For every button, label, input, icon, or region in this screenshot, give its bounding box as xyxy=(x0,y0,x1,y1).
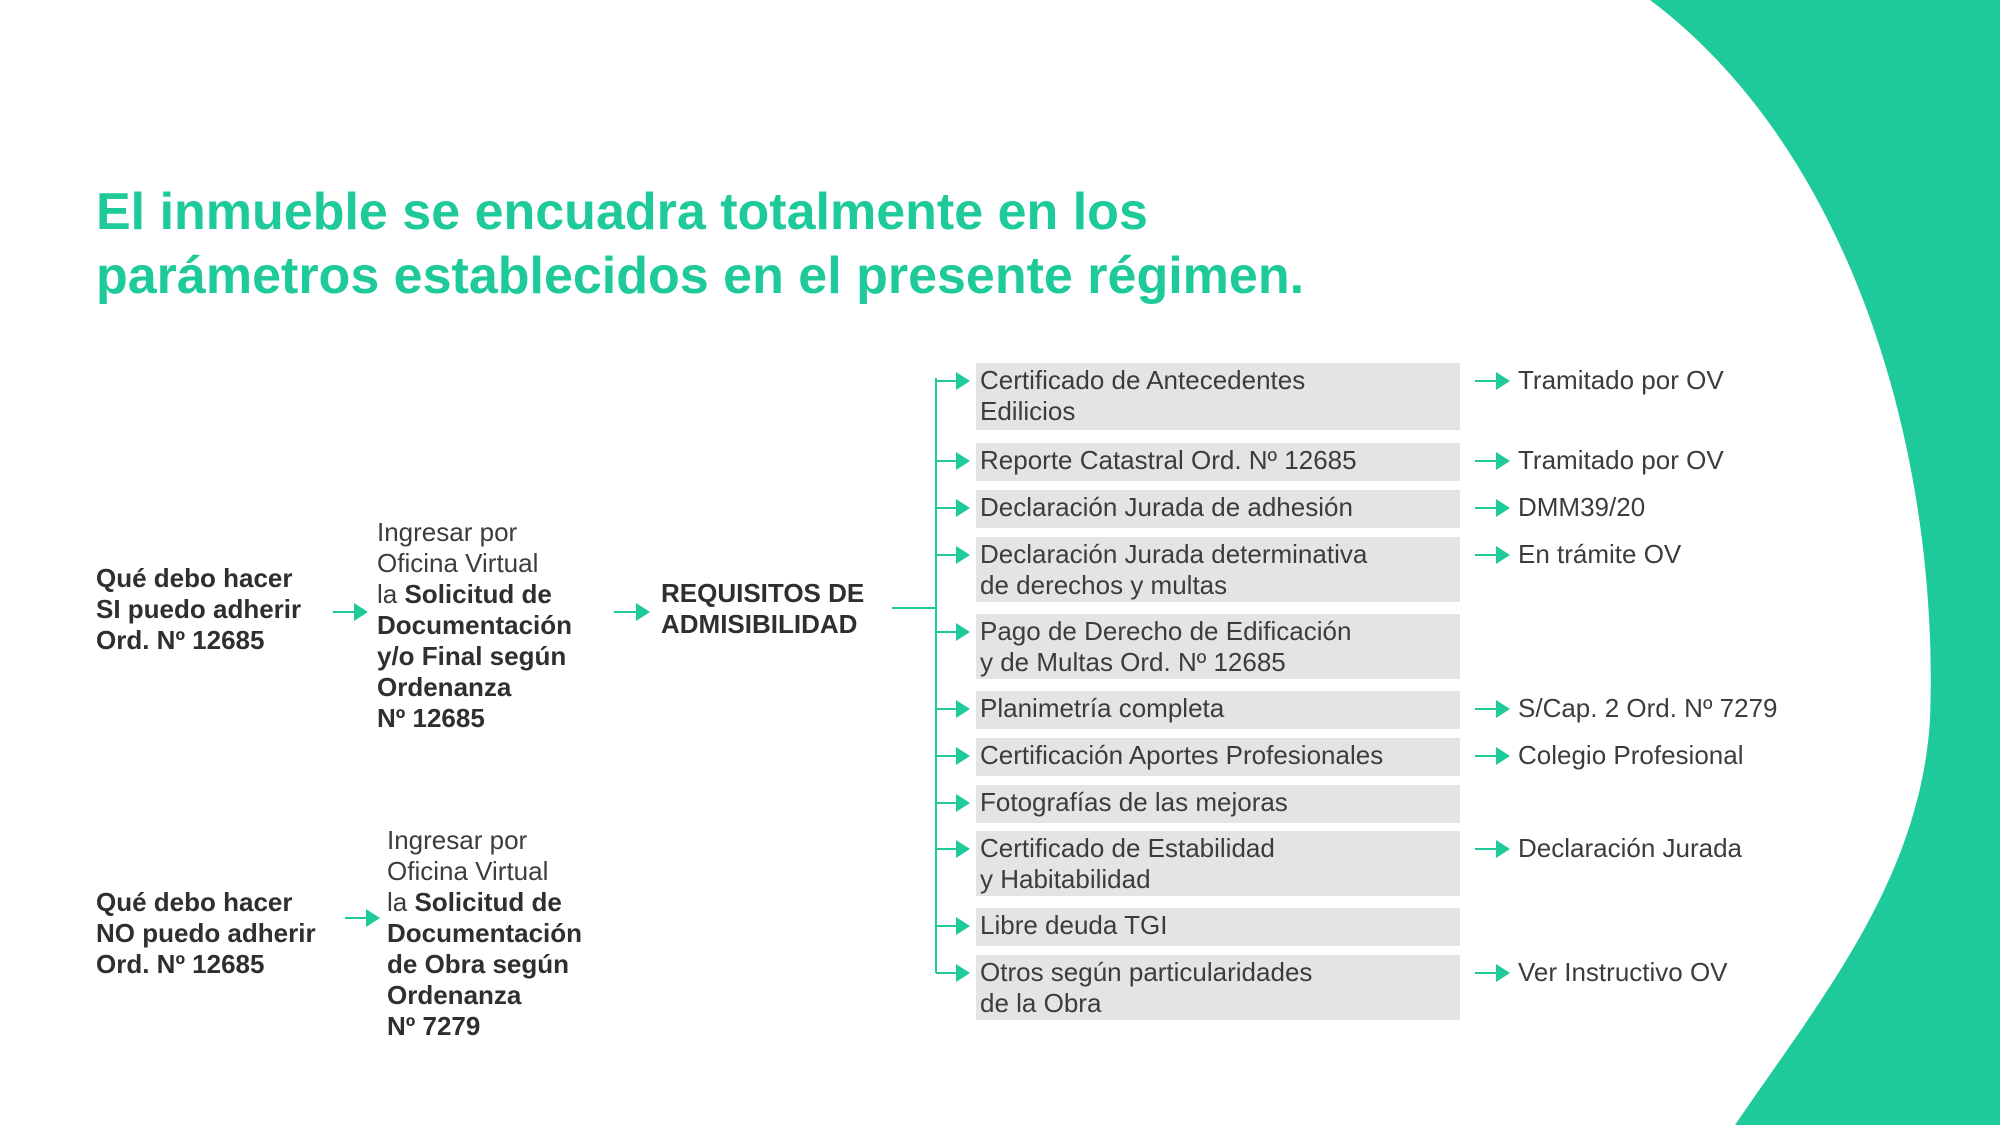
requirement-text: Otros según particularidades xyxy=(980,957,1313,987)
arrow-to-note-icon xyxy=(1496,452,1510,470)
question-si-line: SI puedo adherir xyxy=(96,594,302,624)
arrow-to-note-icon xyxy=(1496,964,1510,982)
requirement-note: En trámite OV xyxy=(1518,539,1682,569)
arrow-to-note-icon xyxy=(1496,840,1510,858)
step-si-line: Ingresar por xyxy=(377,517,518,547)
step-si-line-bold: Nº 12685 xyxy=(377,703,485,733)
step-si-line-bold: y/o Final según xyxy=(377,641,567,671)
requirement-box xyxy=(976,955,1460,1020)
step-si-line-bold: Solicitud de xyxy=(404,579,552,609)
step-no-line-bold: Nº 7279 xyxy=(387,1011,481,1041)
arrow-to-requirement-icon xyxy=(956,794,970,812)
requirement-box xyxy=(976,831,1460,896)
step-no-line-bold: de Obra según xyxy=(387,949,570,979)
arrow-to-requirement-icon xyxy=(956,372,970,390)
arrow-to-requirement-icon xyxy=(956,546,970,564)
question-si-line: Ord. Nº 12685 xyxy=(96,625,265,655)
question-no-line: Ord. Nº 12685 xyxy=(96,949,265,979)
arrow-to-requirement-icon xyxy=(956,747,970,765)
requirement-text: Fotografías de las mejoras xyxy=(980,787,1288,817)
requirement-box xyxy=(976,691,1460,729)
arrow-to-requirement-icon xyxy=(956,700,970,718)
requirement-note: Declaración Jurada xyxy=(1518,833,1743,863)
arrow-to-note-icon xyxy=(1496,747,1510,765)
requisitos-line: REQUISITOS DE xyxy=(661,578,865,608)
requirement-box xyxy=(976,443,1460,481)
arrow-step-to-requisitos-icon xyxy=(636,603,650,621)
requirement-box xyxy=(976,537,1460,602)
requirement-text: Certificado de Antecedentes xyxy=(980,365,1306,395)
arrow-to-note-icon xyxy=(1496,546,1510,564)
requirement-text: Planimetría completa xyxy=(980,693,1225,723)
arrow-to-note-icon xyxy=(1496,372,1510,390)
requirement-note: Tramitado por OV xyxy=(1518,445,1724,475)
title-line-1: El inmueble se encuadra totalmente en los xyxy=(96,183,1148,241)
arrow-to-requirement-icon xyxy=(956,840,970,858)
requirement-text: de derechos y multas xyxy=(980,570,1228,600)
requirement-note: S/Cap. 2 Ord. Nº 7279 xyxy=(1518,693,1778,723)
step-no-line: Oficina Virtual xyxy=(387,856,549,886)
requirement-text: de la Obra xyxy=(980,988,1102,1018)
step-si-line-bold: Documentación xyxy=(377,610,573,640)
step-no-line-bold: Ordenanza xyxy=(387,980,522,1010)
requirement-text: Reporte Catastral Ord. Nº 12685 xyxy=(980,445,1357,475)
arrow-question-si-to-step-icon xyxy=(354,603,368,621)
requirement-box xyxy=(976,908,1460,946)
requirement-text: Declaración Jurada de adhesión xyxy=(980,492,1353,522)
arrow-to-requirement-icon xyxy=(956,964,970,982)
requirement-note: Ver Instructivo OV xyxy=(1518,957,1728,987)
arrow-to-requirement-icon xyxy=(956,499,970,517)
arrow-to-requirement-icon xyxy=(956,917,970,935)
requisitos-line: ADMISIBILIDAD xyxy=(661,609,858,639)
requirement-text: Declaración Jurada determinativa xyxy=(980,539,1368,569)
step-si-line-bold: Ordenanza xyxy=(377,672,512,702)
requirement-text: Certificado de Estabilidad xyxy=(980,833,1275,863)
question-si-line: Qué debo hacer xyxy=(96,563,293,593)
requirement-text: Pago de Derecho de Edificación xyxy=(980,616,1352,646)
step-no-line-bold: Documentación xyxy=(387,918,583,948)
title-line-2: parámetros establecidos en el presente régimen. xyxy=(96,247,1305,305)
question-no-line: NO puedo adherir xyxy=(96,918,316,948)
requirement-text: Edilicios xyxy=(980,396,1076,426)
requirement-text: y de Multas Ord. Nº 12685 xyxy=(980,647,1286,677)
requirement-box xyxy=(976,785,1460,823)
requirement-text: y Habitabilidad xyxy=(980,864,1151,894)
requirement-note: DMM39/20 xyxy=(1518,492,1646,522)
requirement-text: Libre deuda TGI xyxy=(980,910,1168,940)
step-no-line: la xyxy=(387,887,415,917)
arrow-to-note-icon xyxy=(1496,700,1510,718)
step-si-line: la xyxy=(377,579,405,609)
arrow-to-note-icon xyxy=(1496,499,1510,517)
requirement-box xyxy=(976,614,1460,679)
arrow-question-no-to-step-icon xyxy=(366,909,380,927)
requirement-note: Tramitado por OV xyxy=(1518,365,1724,395)
arrow-to-requirement-icon xyxy=(956,623,970,641)
step-no-line: Ingresar por xyxy=(387,825,528,855)
requirement-box xyxy=(976,738,1460,776)
arrow-to-requirement-icon xyxy=(956,452,970,470)
requirement-text: Certificación Aportes Profesionales xyxy=(980,740,1384,770)
requirement-box xyxy=(976,363,1460,430)
requirement-box xyxy=(976,490,1460,528)
requirement-note: Colegio Profesional xyxy=(1518,740,1744,770)
step-si-line: Oficina Virtual xyxy=(377,548,539,578)
question-no-line: Qué debo hacer xyxy=(96,887,293,917)
step-no-line-bold: Solicitud de xyxy=(414,887,562,917)
